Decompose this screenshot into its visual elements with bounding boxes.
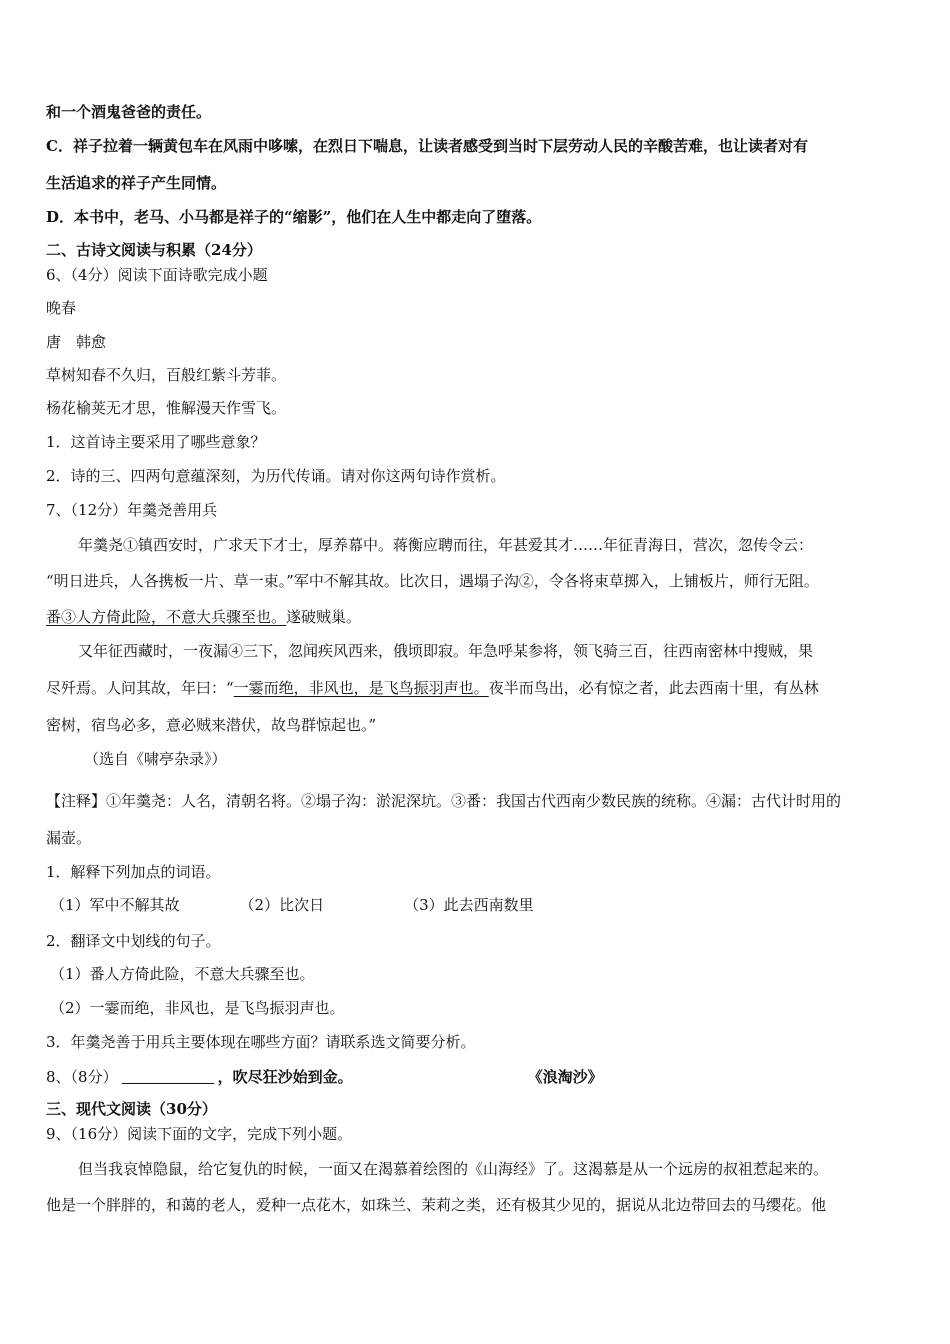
q7-para2-line2 bbox=[46, 678, 906, 698]
q7-para2-line1: 又年征西藏时，一夜漏④三下，忽闻疾风西来，俄顷即寂。年急呼某参将，领飞骑三百，往西南密林中搜贼，果 bbox=[78, 642, 814, 660]
q8-answer-blank[interactable] bbox=[122, 1069, 214, 1084]
q7-sub1-item-2: （2）比次日 bbox=[239, 896, 325, 914]
section2-heading: 二、古诗文阅读与积累（24分） bbox=[46, 241, 262, 259]
poem-line-2: 杨花榆荚无才思，惟解漫天作雪飞。 bbox=[46, 399, 287, 417]
poem-author: 唐 韩愈 bbox=[46, 333, 107, 351]
q7-sub1-item-1: （1）军中不解其故 bbox=[50, 896, 180, 914]
q9-para1-line1: 但当我哀悼隐鼠，给它复仇的时候，一面又在渴慕着绘图的《山海经》了。这渴慕是从一个远房的叔祖惹起来的。 bbox=[78, 1160, 829, 1178]
q6-sub1: 1．这首诗主要采用了哪些意象？ bbox=[46, 433, 266, 451]
q7-source: （选自《啸亭杂录》） bbox=[84, 750, 227, 768]
q8-line bbox=[46, 1067, 906, 1087]
q7-notes-line2: 漏壶。 bbox=[46, 829, 92, 847]
q7-sub1-item-3: （3）此去西南数里 bbox=[404, 896, 534, 914]
q7-notes-line1: 【注释】①年羹尧：人名，清朝名将。②塌子沟：淤泥深坑。③番：我国古代西南少数民族的统称。④漏：古代计时用的 bbox=[46, 792, 842, 810]
q5-option-b-continuation: 和一个酒鬼爸爸的责任。 bbox=[46, 103, 212, 121]
section3-heading: 三、现代文阅读（30分） bbox=[46, 1100, 217, 1118]
poem-line-1: 草树知春不久归，百般红紫斗芳菲。 bbox=[46, 366, 287, 384]
q7-stem: 7、（12分）年羹尧善用兵 bbox=[46, 501, 218, 519]
q6-stem: 6、（4分）阅读下面诗歌完成小题 bbox=[46, 266, 268, 284]
q8-prefix: 8、（8分） bbox=[46, 1068, 118, 1086]
q7-para1-line3 bbox=[46, 607, 906, 627]
q7-sub2-item-2: （2）一霎而绝，非风也，是飞鸟振羽声也。 bbox=[50, 999, 345, 1017]
q5-option-c-line2: 生活追求的祥子产生同情。 bbox=[46, 174, 227, 192]
q7-para2-line2-pre: 尽歼焉。人问其故，年曰：“ bbox=[46, 679, 234, 697]
q7-sub1-items bbox=[50, 895, 910, 915]
poem-title: 晚春 bbox=[46, 299, 77, 317]
q6-sub2: 2．诗的三、四两句意蕴深刻，为历代传诵。请对你这两句诗作赏析。 bbox=[46, 467, 506, 485]
q7-sub2-item-1: （1）番人方倚此险，不意大兵骤至也。 bbox=[50, 965, 315, 983]
q8-text: ，吹尽狂沙始到金。 bbox=[217, 1068, 353, 1086]
q9-stem: 9、（16分）阅读下面的文字，完成下列小题。 bbox=[46, 1125, 353, 1143]
q7-para2-line3: 密树，宿鸟必多，意必贼来潜伏，故鸟群惊起也。” bbox=[46, 716, 377, 734]
q5-option-d: D．本书中，老马、小马都是祥子的“缩影”，他们在人生中都走向了堕落。 bbox=[46, 208, 542, 226]
q7-para1-line1: 年羹尧①镇西安时，广求天下才士，厚养幕中。蒋衡应聘而往，年甚爱其才……年征青海日，营次，忽传令云： bbox=[78, 536, 814, 554]
q7-para1-line2: “明日进兵，人各携板一片、草一束。”军中不解其故。比次日，遇塌子沟②，令各将束草掷入，上铺板片，师行无阻。 bbox=[46, 572, 819, 590]
q5-option-c-line1: C．祥子拉着一辆黄包车在风雨中哆嗦，在烈日下喘息，让读者感受到当时下层劳动人民的辛酸苦难，也让读者对有 bbox=[46, 137, 808, 155]
underlined-sentence-2: 一霎而绝，非风也，是飞鸟振羽声也。 bbox=[233, 679, 489, 697]
q7-sub1: 1．解释下列加点的词语。 bbox=[46, 863, 221, 881]
q7-sub3: 3．年羹尧善于用兵主要体现在哪些方面？请联系选文简要分析。 bbox=[46, 1033, 476, 1051]
q7-para2-line2-post: 夜半而鸟出，必有惊之者，此去西南十里，有丛林 bbox=[488, 679, 819, 697]
q7-para1-line3-rest: 遂破贼巢。 bbox=[286, 608, 362, 626]
q7-sub2: 2．翻译文中划线的句子。 bbox=[46, 932, 221, 950]
q9-para1-line2: 他是一个胖胖的，和蔼的老人，爱种一点花木，如珠兰、茉莉之类，还有极其少见的，据说从北边带回去的马缨花。他 bbox=[46, 1196, 827, 1214]
q8-source: 《浪淘沙》 bbox=[527, 1068, 603, 1086]
underlined-sentence-1: 番③人方倚此险，不意大兵骤至也。 bbox=[46, 608, 287, 626]
